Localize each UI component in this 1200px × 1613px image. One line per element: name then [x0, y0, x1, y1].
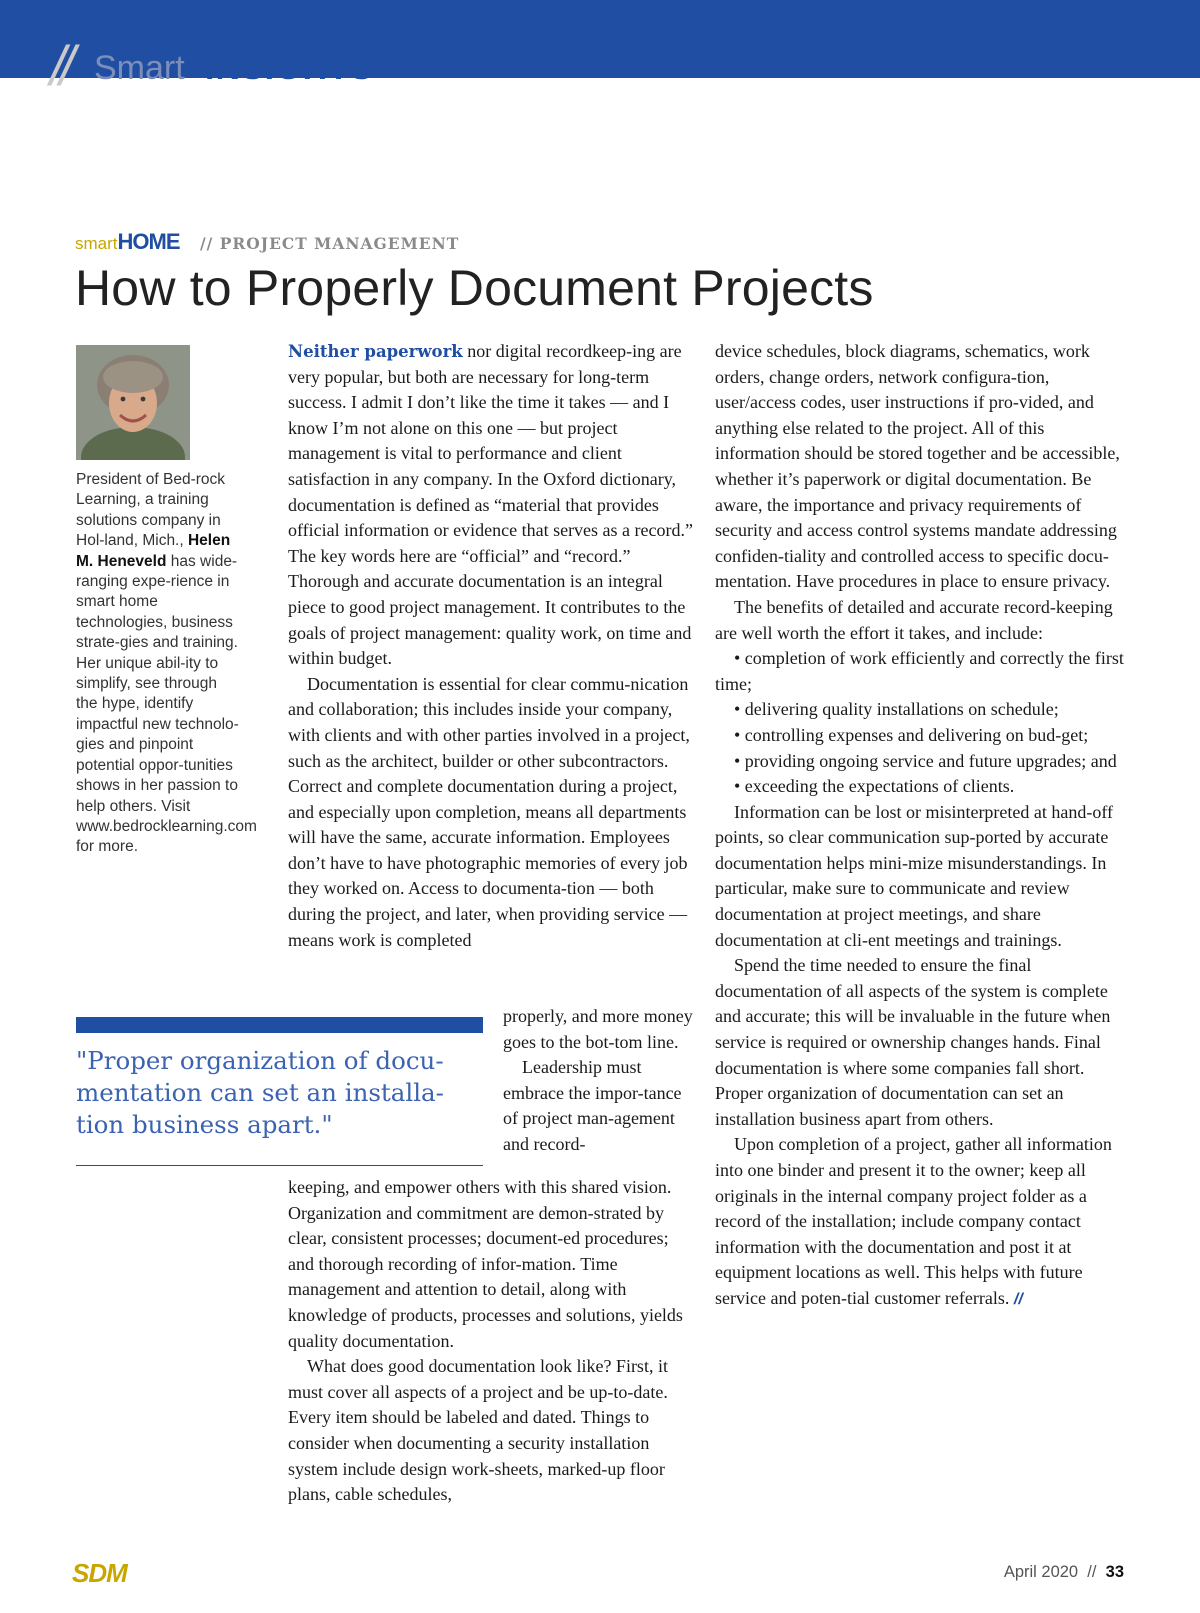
list-item: • controlling expenses and delivering on bud-get; — [734, 724, 1089, 745]
footer-separator: // — [1087, 1563, 1097, 1581]
body-paragraph — [715, 1132, 1125, 1312]
pull-quote: "Proper organization of docu-mentation can set an installa-tion business apart." — [76, 1046, 444, 1139]
magazine-logo: SDM — [72, 1558, 127, 1588]
body-paragraph: Leadership must embrace the impor-tance of project man-agement and record- — [503, 1057, 682, 1154]
article-headline: How to Properly Document Projects — [75, 260, 874, 316]
logo-home-text: HOME — [117, 229, 180, 254]
article-column-1-bottom — [288, 1175, 695, 1508]
list-item: • exceeding the expectations of clients. — [734, 776, 1015, 797]
list-item: • providing ongoing service and future upgrades; and — [734, 750, 1117, 771]
author-photo — [76, 345, 190, 460]
header-slash-icon: // — [50, 34, 70, 97]
pull-quote-bar — [76, 1017, 483, 1033]
article-column-1-top — [288, 339, 695, 953]
author-bio-details: has wide-ranging expe-rience in smart home technologies, business strate-gies and training. Her unique abil-ity to simplify, see through the hype, identify impactful new technolo-gies and pinpoint potential oppor-tunities shows in her passion to help others. Visit www.bedrocklearning.com for more. — [76, 552, 257, 856]
article-column-2 — [715, 339, 1125, 1313]
pull-quote-rule — [76, 1165, 483, 1166]
body-paragraph — [288, 339, 695, 672]
section-prefix: Smart — [94, 49, 185, 87]
body-paragraph: device schedules, block diagrams, schematics, work orders, change orders, network configura-tion, user/access codes, user instructions if pro-vided, and anything else related to the project. All of this information should be stored together and be accessible, whether it’s paperwork or digital documentation. Be aware, the importance and privacy requirements of security and access control systems mandate addressing confiden-tiality and controlled access to specific docu-mentation. Have procedures in place to ensure privacy. — [715, 341, 1120, 592]
author-portrait-illustration — [76, 345, 190, 460]
section-title: INSIGHTS — [205, 49, 374, 87]
body-paragraph-continued: properly, and more money goes to the bot-tom line. — [503, 1006, 693, 1052]
page-number: 33 — [1105, 1563, 1124, 1581]
logo-smart-text: smart — [75, 234, 118, 253]
author-bio — [76, 470, 257, 858]
author-name: Helen M. Heneveld — [76, 532, 231, 570]
lead-in-text: Neither paperwork — [288, 342, 463, 361]
author-bio-intro: President of Bed-rock Learning, a training solutions company in Hol-land, Mich., — [76, 471, 226, 550]
body-paragraph: What does good documentation look like? First, it must cover all aspects of a project and be up-to-date. Every item should be labeled and dated. Things to consider when documenting a security installation system include design work-sheets, marked-up floor plans, cable schedules, — [288, 1356, 668, 1505]
category-label: // PROJECT MANAGEMENT — [200, 234, 460, 253]
body-paragraph-continued: keeping, and empower others with this shared vision. Organization and commitment are demon-strated by clear, consistent processes; document-ed procedures; and thorough recording of infor-mation. Time management and attention to detail, along with knowledge of products, processes and solutions, yields quality documentation. — [288, 1177, 683, 1351]
body-paragraph: Information can be lost or misinterpreted at hand-off points, so clear communication sup-ported by accurate documentation helps mini-mize misunderstandings. In particular, make sure to communicate and review documentation at project meetings, and share documentation at cli-ent meetings and trainings. — [715, 801, 1114, 950]
paragraph-text: nor digital recordkeep-ing are very popular, but both are necessary for long-term success. I admit I don’t like the time it takes — and I know I’m not alone on this one — but project management is vital to performance and client satisfaction in any company. In the Oxford dictionary, documentation is defined as “material that provides official information or evidence that serves as a record.” The key words here are “official” and “record.” Thorough and accurate documentation is an integral piece to good project management. It contributes to the goals of project management: quality work, on time and within budget. — [288, 341, 693, 669]
paragraph-text: Upon completion of a project, gather all information into one binder and present it to the owner; keep all originals in the internal company project folder as a record of the installation; include company contact information with the documentation and post it at equipment locations as well. This helps with future service and poten-tial customer referrals. — [715, 1134, 1112, 1308]
issue-date: April 2020 — [1003, 1563, 1079, 1581]
page-footer — [1004, 1563, 1124, 1582]
article-column-1-wrap — [503, 1004, 695, 1158]
body-paragraph: Documentation is essential for clear commu-nication and collaboration; this includes inside your company, with clients and with other parties involved in a project, such as the architect, builder or other subcontractors. Correct and complete documentation during a project, and especially upon completion, means all departments will have the same, accurate information. Employees don’t have to have photographic memories of every job they worked on. Access to documenta-tion — both during the project, and later, when providing service — means work is completed — [288, 673, 690, 950]
smarthome-logo — [75, 230, 180, 256]
list-item: • completion of work efficiently and correctly the first time; — [715, 648, 1124, 694]
body-paragraph: Spend the time needed to ensure the final documentation of all aspects of the system is complete and accurate; this will be invaluable in the future when service is required or ownership changes hands. Final documentation is where some companies fall short. Proper organization of documentation can set an installation business apart from others. — [715, 955, 1111, 1129]
list-item: • delivering quality installations on schedule; — [734, 699, 1059, 720]
end-of-article-mark: // — [1013, 1290, 1023, 1308]
body-paragraph: The benefits of detailed and accurate record-keeping are well worth the effort it takes, and include: — [715, 596, 1113, 643]
